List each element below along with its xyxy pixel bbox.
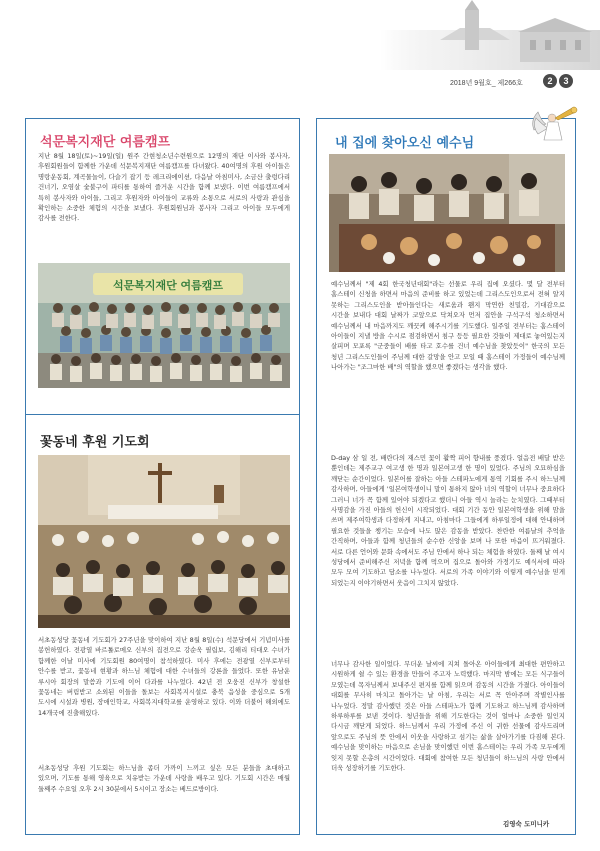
homestay-title: 내 집에 찾아오신 예수님 [335, 136, 475, 151]
homestay-family-photo [329, 154, 565, 272]
kkottongnae-body-2: 서초동성당 후원 기도회는 하느님을 좀더 가까이 느끼고 싶은 모든 분들을 초대하고 있으며, 기도를 통해 영육으로 치유받는 가운데 사랑을 배우고 있다. 기도회 시간은 매월 둘째주 수요일 오후 2시 30분에서 5시이고 장소는 베드로방이다. [38, 764, 290, 793]
summer-camp-group-photo [38, 263, 290, 388]
issue-label: 2018년 9월호_ 제266호 [450, 80, 523, 87]
summer-camp-article [25, 118, 300, 428]
summer-camp-title: 석문복지재단 여름캠프 [40, 135, 171, 150]
kkottongnae-article [25, 414, 300, 835]
homestay-article [316, 118, 576, 835]
homestay-paragraph-3: 너무나 감사한 일이었다. 무더운 날씨에 지쳐 돌아온 아이들에게 최대한 편안하고 시원하게 쉴 수 있는 환경을 만들어 주고자 노력했다. 마지막 밤에는 모든 식구들이 모였는데 목자님께서 보내주신 편지를 함께 읽으며 감동의 시간을 가졌다. 아이들이 대회를 무사히 마치고 돌아가는 날 아침, 우리는 서로 꼭 안아주며 작별인사를 나누었다. 정말 감사했던 것은 아들 스테파노가 함께 기도하고 하느님께 감사하며 하루하루를 보낸 것이다. 청년들을 위해 기도한다는 것이 얼마나 소중한 일인지 다시금 깨닫게 되었다. 하느님께서 우리 가정에 주신 이 귀한 선물에 감사드리며 앞으로도 주님의 뜻 안에서 이웃을 사랑하고 섬기는 삶을 살아가기를 다짐해 본다. 예수님을 맞이하는 마음으로 손님을 맞이했던 이번 홈스테이는 우리 가족 모두에게 잊지 못할 은총의 시간이었다. 대회에 참여한 모든 청년들이 하느님의 사랑 안에서 더욱 성장하기를 기도한다. [331, 660, 565, 773]
camp-banner-text: 석문복지재단 여름캠프 [112, 279, 224, 292]
angel-trumpet-icon [528, 100, 580, 146]
homestay-paragraph-2: D-day 삼 일 전, 배란다의 재스민 꽃이 활짝 피어 향내를 풍겼다. 얼음전 배달 받은 뿐인데는 제주교구 여고생 한 명과 일본여고생 한 명이 있었다. 주님의 오묘하심을 깨닫는 순간이었다. 일본어를 잘하는 아들 스테파노에게 통역 기회를 주시 하느님께 감사하며, 아들에게 '일본여학생이니 말이 통하지 않아 너의 역할이 너무나 중요하다 그러니 너가 꼭 함께 있어야 되겠다고 했더니 아들 역시 놀라는 눈치였다. 그때부터 사명감을 가진 아들의 헌신이 시작되었다. 대회 기간 동안 일본여학생을 위해 맘을 쓰며 제주여학생과 다정하게 지내고, 아침마다 그들에게 하루일정에 대해 안내하며 필요한 것들을 챙기는 모습에 나도 많은 감동을 받았다. 찬란한 여름날의 추억을 간직하며, 아들과 함께 청년들의 순수한 신앙을 보며 나 또한 마음이 뜨거워졌다. 서로 다른 언어와 문화 속에서도 주님 안에서 하나 되는 체험을 하였다. 둘째 날 여시 성당에서 준비해주신 저녁을 함께 먹으며 집으로 돌아와 가정기도 예식서에 따라 모두 모여 기도하고 담소를 나누었다. 서로의 가족 이야기와 이렇게 예수님을 믿게 되었는지 이야기하면서 웃음이 그치지 않았다. [331, 454, 565, 587]
kkottongnae-body-1: 서초동성당 꽃동네 기도회가 27주년을 맞이하여 지난 8월 8일(수) 석문당에서 기념미사를 봉헌하였다. 전광열 바르톨로메오 신부의 집전으로 강순욱 필립보, 김해리 티대오 수녀가 함께한 이날 미사에 기도회원 80여명이 참석하였다. 미사 후에는 전광열 신부로부터 안수를 받고, 꽃동네 현황과 하느님 체험에 대한 수녀들의 강론을 들었다. 또한 유남운 루시아 회장의 말씀과 기도에 이어 다과를 나누었다. 42년 전 오웅진 신부가 창설한 꽃동네는 버림받고 소외된 이들을 돌보는 사회복지시설로 충북 음성을 중심으로 5개 도시에 시설과 병원, 장애인학교, 사회복지대학교를 운영하고 있다. 이와 더불어 해외에도 14개국에 진출해있다. [38, 636, 290, 717]
prayer-meeting-photo [38, 455, 290, 628]
summer-camp-body: 지난 8월 18일(토)~19일(일) 원주 간현청소년수련원으로 12명의 재단 이사와 봉사자, 후원회원들이 함께한 가운데 석문복지재단 여름캠프를 다녀왔다. 40여명의 후원 아이들은 명랑운동회, 계곡물놀이, 다슬기 잡기 등 레크리에이션, 다음날 아침미사, 소금산 출렁다리 건너기, 오염살 숯불구이 파티를 통하여 즐거운 시간을 함께 보냈다. 이번 여름캠프에서 특히 봉사자와 아이들, 그리고 후원자와 아이들이 교류와 소통으로 서로의 사랑과 관심을 확인하는 소중한 체험의 시간을 보냈다. 후원회원님과 봉사자 그리고 아이들 모두에게 감사를 전한다. [38, 152, 290, 223]
kkottongnae-title: 꽃동네 후원 기도회 [40, 435, 150, 450]
homestay-paragraph-1: 예수님께서 "제 4회 한국청년대회"라는 선물로 우리 집에 오셨다. 몇 달 전부터 홈스테이 신청을 하면서 마음의 준비를 하고 있었는데 그리스도인으로서 전혀 알지 못하는 그리스도인을 받아들인다는 새로움과 왠지 막연한 친밀감, 기대감으로 시간을 보내다 대회 날짜가 코앞으로 닥쳐오자 먼저 집안을 구석구석 청소하면서 예수님께서 내 마음까지도 깨끗케 해주시기를 기도했다. 일주일 전부터는 홈스테이 아이들이 지낼 방을 수시로 점검하면서 침구 등등 필요한 것들이 제대로 놓여있는지 살피며 모포록 "군중들이 배를 타고 호수를 건너 예수님을 찾았듯이" 한국의 모든 청년 그리스도인들이 주님께 대한 갈망을 안고 모일 때 홈스테이 가정들이 예수님께 나아가는 "조그마한 배"의 역할을 했으면 좋겠다는 생각을 했다. [331, 280, 565, 372]
homestay-author: 김영숙 도미니카 [503, 820, 550, 828]
page-number-left: 2 [543, 74, 557, 88]
cathedral-illustration [380, 0, 600, 70]
page-number-right: 3 [559, 74, 573, 88]
